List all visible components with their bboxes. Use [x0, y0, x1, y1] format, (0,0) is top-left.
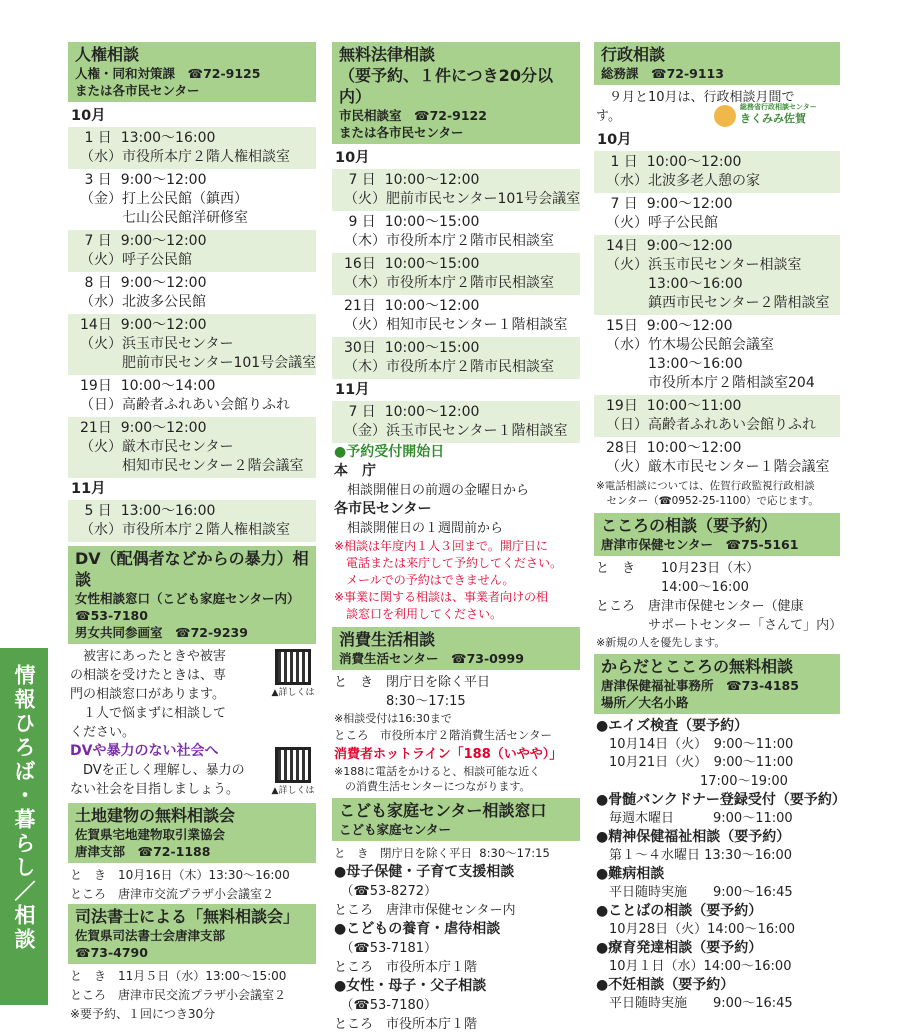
- body-mind-header: [594, 654, 840, 714]
- month-label: 11月: [71, 481, 106, 497]
- text-line: ください。: [70, 725, 136, 740]
- entry-line: 13:00〜16:00: [606, 276, 743, 292]
- text-line: ところ 市役所本庁１階: [334, 1017, 478, 1032]
- logo-sub: 総務省行政相談センター: [740, 103, 817, 111]
- text-line: の消費生活センターにつながります。: [334, 780, 531, 793]
- entry-line: 13:00〜16:00: [606, 356, 743, 372]
- text-line: センター（☎0952-25-1100）で応じます。: [596, 495, 819, 507]
- header-sub: または各市民センター: [339, 125, 464, 140]
- admin-header: [594, 42, 840, 85]
- text-line: ●母子保健・子育て支援相談: [334, 864, 515, 880]
- schedule-list: [68, 500, 316, 542]
- entry-line: 15日 9:00〜12:00: [606, 318, 733, 334]
- text-line: す。: [596, 109, 621, 124]
- text-line: ●不妊相談（要予約）: [596, 977, 735, 993]
- text-line: ９月と10月は、行政相談月間で: [596, 90, 795, 105]
- entry-line: （木）市役所本庁２階市民相談室: [344, 275, 554, 291]
- entry-line: （火）肥前市民センター101号会議室: [344, 191, 581, 207]
- text-line: と き 10月23日（木）: [596, 561, 760, 576]
- entry-line: （火）厳木市民センター１階会議室: [606, 459, 830, 475]
- entry-line: 21日 10:00〜12:00: [344, 298, 480, 314]
- entry-line: （木）市役所本庁２階市民相談室: [344, 359, 554, 375]
- header-sub: 総務課 ☎72-9113: [601, 66, 724, 81]
- entry-line: （水）市役所本庁２階人権相談室: [80, 149, 290, 165]
- text-line: 各市民センター: [334, 501, 432, 517]
- text-line: ※相談受付は16:30まで: [334, 712, 452, 725]
- schedule-entry: [594, 395, 840, 437]
- mental-title: こころの相談（要予約）: [601, 516, 778, 535]
- qr-link-label: ▲詳しくは: [271, 786, 315, 796]
- qr-code-1[interactable]: [270, 649, 316, 698]
- schedule-entry: [332, 337, 580, 379]
- header-sub: ☎73-4790: [75, 945, 148, 960]
- text-line: と き 10月16日（木）13:30〜16:00: [70, 868, 290, 882]
- dv-body: [68, 647, 316, 799]
- notice-line: 電話または来庁して予約してください。: [334, 556, 563, 570]
- text-line: 10月21日（火） 9:00〜11:00: [596, 755, 794, 770]
- entry-line: （火）呼子公民館: [80, 252, 192, 268]
- entry-line: （火）呼子公民館: [606, 215, 718, 231]
- entry-line: （日）高齢者ふれあい会館りふれ: [606, 417, 816, 433]
- header-sub: 唐津支部 ☎72-1188: [75, 844, 211, 859]
- header-sub: 佐賀県司法書士会唐津支部: [75, 928, 226, 943]
- schedule-entry: [68, 500, 316, 542]
- entry-line: （水）市役所本庁２階人権相談室: [80, 522, 290, 538]
- entry-line: 市役所本庁２階相談室204: [606, 375, 815, 391]
- entry-line: （火）厳木市民センター: [80, 439, 234, 455]
- body-mind-title: からだとこころの無料相談: [601, 657, 794, 676]
- month-label: 10月: [71, 108, 106, 124]
- entry-line: （木）市役所本庁２階市民相談室: [344, 233, 554, 249]
- text-line: ●エイズ検査（要予約）: [596, 718, 749, 734]
- schedule-entry: [332, 169, 580, 211]
- text-line: 相談開催日の前週の金曜日から: [334, 483, 530, 498]
- schedule-entry: [594, 437, 840, 479]
- text-line: ●こどもの養育・虐待相談: [334, 921, 501, 937]
- entry-line: （火）浜玉市民センター: [80, 336, 234, 352]
- hotline: 消費者ホットライン「188（いやや）」: [334, 747, 563, 762]
- text-line: 10月28日（火）14:00〜16:00: [596, 921, 796, 937]
- schedule-entry: [594, 193, 840, 235]
- schedule-list: [594, 151, 840, 479]
- month-label: 11月: [335, 382, 370, 398]
- schedule-entry: [68, 417, 316, 478]
- header-sub: 消費生活センター ☎73-0999: [339, 651, 524, 666]
- qr-icon: [275, 649, 311, 685]
- entry-line: 7 日 10:00〜12:00: [344, 404, 480, 420]
- schedule-list: [332, 169, 580, 379]
- text-line: 平日随時実施 9:00〜16:45: [596, 995, 793, 1011]
- header-sub: 男女共同参画室 ☎72-9239: [75, 625, 248, 640]
- text-line: ところ 唐津市交流プラザ小会議室２: [70, 887, 275, 901]
- child-center-title: こども家庭センター相談窓口: [339, 801, 547, 820]
- entry-line: 19日 10:00〜14:00: [80, 378, 216, 394]
- judicial-scrivener-header: [68, 904, 316, 964]
- schedule-entry: [332, 295, 580, 337]
- entry-line: 8 日 9:00〜12:00: [80, 275, 207, 291]
- consumer-header: [332, 627, 580, 670]
- judicial-title: 司法書士による「無料相談会」: [75, 907, 300, 926]
- legal-title-2: （要予約、１件につき20分以内）: [339, 66, 553, 106]
- text-line: と き 閉庁日を除く平日 8:30〜17:15: [334, 846, 550, 860]
- text-line: と き 11月５日（水）13:00〜15:00: [70, 969, 287, 983]
- header-sub: ☎53-7180: [75, 608, 148, 623]
- qr-icon: [275, 747, 311, 783]
- schedule-entry: [332, 253, 580, 295]
- qr-code-2[interactable]: [270, 747, 316, 796]
- schedule-entry: [68, 230, 316, 272]
- reservation-heading: ●予約受付開始日: [334, 444, 445, 460]
- text-line: ところ 市役所本庁１階: [334, 960, 478, 975]
- real-estate-header: [68, 803, 316, 863]
- text-line: ところ 唐津市民交流プラザ小会議室２: [70, 988, 287, 1002]
- text-line: 14:00〜16:00: [596, 580, 749, 595]
- header-sub: 唐津保健福祉事務所 ☎73-4185: [601, 678, 799, 693]
- schedule-entry: [68, 314, 316, 375]
- entry-line: 28日 10:00〜12:00: [606, 440, 742, 456]
- month-label: 10月: [335, 150, 370, 166]
- text-line: ※要予約、１回につき30分: [70, 1007, 216, 1021]
- schedule-list: [332, 401, 580, 443]
- column-3: [594, 42, 846, 1013]
- entry-line: （火）浜玉市民センター相談室: [606, 257, 802, 273]
- consumer-title: 消費生活相談: [339, 630, 436, 649]
- text-line: １人で悩まずに相談して: [70, 706, 227, 721]
- entry-line: （水）竹木場公民館会議室: [606, 337, 774, 353]
- header-sub: 人権・同和対策課 ☎72-9125: [75, 66, 261, 81]
- mental-header: [594, 513, 840, 556]
- text-line: サポートセンター「さんて」内）: [596, 618, 843, 633]
- child-center-list: [332, 844, 580, 1034]
- schedule-entry: [68, 272, 316, 314]
- schedule-entry: [594, 235, 840, 315]
- entry-line: 7 日 10:00〜12:00: [344, 172, 480, 188]
- schedule-entry: [332, 211, 580, 253]
- text-line: ない社会を目指しましょう。: [70, 782, 240, 797]
- column-2: [332, 42, 580, 1034]
- admin-title: 行政相談: [601, 45, 666, 64]
- entry-line: 19日 10:00〜11:00: [606, 398, 742, 414]
- text-line: 相談開催日の１週間前から: [334, 521, 504, 536]
- text-line: 被害にあったときや被害: [70, 649, 226, 664]
- dv-header: [68, 546, 316, 644]
- text-line: と き 閉庁日を除く平日: [334, 675, 491, 690]
- month-label: 10月: [597, 132, 632, 148]
- text-line: ●骨髄バンクドナー登録受付（要予約）: [596, 792, 846, 808]
- text-line: ※188に電話をかけると、相談可能な近く: [334, 765, 541, 778]
- body-mind-list: [594, 717, 846, 1013]
- entry-line: 相知市民センター２階会議室: [80, 458, 304, 474]
- notice-line: ※相談は年度内１人３回まで。開庁日に: [334, 539, 548, 553]
- entry-line: （水）北波多老人憩の家: [606, 173, 760, 189]
- text-line: ●精神保健福祉相談（要予約）: [596, 829, 791, 845]
- dv-subtitle: DVや暴力のない社会へ: [70, 743, 219, 759]
- text-line: 10月１日（水）14:00〜16:00: [596, 958, 792, 974]
- qr-link-label: ▲詳しくは: [271, 688, 315, 698]
- entry-line: （金）浜玉市民センター１階相談室: [344, 423, 568, 439]
- text-line: DVを正しく理解し、暴力の: [70, 763, 245, 778]
- header-sub: こども家庭センター: [339, 822, 452, 837]
- entry-line: 7 日 9:00〜12:00: [606, 196, 733, 212]
- text-line: ※電話相談については、佐賀行政監視行政相談: [596, 480, 815, 492]
- text-line: ところ 唐津市保健センター（健康: [596, 599, 804, 614]
- legal-title: 無料法律相談: [339, 45, 436, 64]
- header-sub: 佐賀県宅地建物取引業協会: [75, 827, 226, 842]
- notice-line: メールでの予約はできません。: [334, 573, 515, 587]
- schedule-entry: [68, 375, 316, 417]
- text-line: ところ 唐津市保健センター内: [334, 903, 516, 918]
- entry-line: 16日 10:00〜15:00: [344, 256, 480, 272]
- logo-text: きくみみ佐賀: [740, 112, 806, 125]
- entry-line: 14日 9:00〜12:00: [80, 317, 207, 333]
- schedule-entry: [594, 151, 840, 193]
- entry-line: 肥前市民センター101号会議室: [80, 355, 317, 371]
- notice-line: 談窓口を利用してください。: [334, 607, 503, 621]
- text-line: 17:00〜19:00: [596, 773, 788, 789]
- entry-line: （金）打上公民館（鎮西）: [80, 191, 248, 207]
- entry-line: 5 日 13:00〜16:00: [80, 503, 216, 519]
- header-sub: 市民相談室 ☎72-9122: [339, 108, 487, 123]
- text-line: ●ことばの相談（要予約）: [596, 903, 763, 919]
- header-sub: 唐津市保健センター ☎75-5161: [601, 537, 799, 552]
- schedule-entry: [68, 127, 316, 169]
- text-line: 本 庁: [334, 463, 376, 479]
- text-line: ●女性・母子・父子相談: [334, 978, 487, 994]
- header-sub: 女性相談窓口（こども家庭センター内）: [75, 591, 300, 606]
- text-line: （☎53-7180）: [334, 998, 438, 1013]
- schedule-list: [68, 127, 316, 478]
- schedule-entry: [68, 169, 316, 230]
- text-line: 第１〜４水曜日 13:30〜16:00: [596, 847, 793, 863]
- entry-line: 1 日 13:00〜16:00: [80, 130, 216, 146]
- entry-line: 鎮西市民センター２階相談室: [606, 295, 830, 311]
- entry-line: 9 日 10:00〜15:00: [344, 214, 480, 230]
- human-rights-header: [68, 42, 316, 102]
- column-1: [68, 42, 316, 1024]
- entry-line: 7 日 9:00〜12:00: [80, 233, 207, 249]
- header-sub: 場所／大名小路: [601, 695, 689, 710]
- text-line: 毎週木曜日 9:00〜11:00: [596, 810, 793, 826]
- text-line: （☎53-7181）: [334, 941, 438, 956]
- real-estate-title: 土地建物の無料相談会: [75, 806, 236, 825]
- child-center-header: [332, 798, 580, 841]
- schedule-entry: [594, 315, 840, 395]
- entry-line: （火）相知市民センター１階相談室: [344, 317, 568, 333]
- entry-line: （日）高齢者ふれあい会館りふれ: [80, 397, 290, 413]
- text-line: ●難病相談: [596, 866, 665, 882]
- text-line: 10月14日（火） 9:00〜11:00: [596, 736, 794, 752]
- entry-line: 1 日 10:00〜12:00: [606, 154, 742, 170]
- entry-line: 七山公民館洋研修室: [80, 210, 248, 226]
- section-side-tab: [0, 648, 48, 1005]
- entry-line: （水）北波多公民館: [80, 294, 206, 310]
- text-line: ところ 市役所本庁２階消費生活センター: [334, 728, 553, 742]
- text-line: 門の相談窓口があります。: [70, 687, 225, 702]
- text-line: ※新規の人を優先します。: [596, 636, 726, 649]
- text-line: 8:30〜17:15: [334, 694, 466, 709]
- schedule-entry: [332, 401, 580, 443]
- text-line: の相談を受けたときは、専: [70, 668, 227, 683]
- entry-line: 21日 9:00〜12:00: [80, 420, 207, 436]
- legal-header: [332, 42, 580, 144]
- logo-row: [594, 103, 840, 129]
- notice-line: ※事業に関する相談は、事業者向けの相: [334, 590, 549, 604]
- kikumimi-logo: [712, 101, 832, 133]
- text-line: （☎53-8272）: [334, 884, 438, 899]
- header-sub: または各市民センター: [75, 83, 200, 98]
- dv-title: DV（配偶者などからの暴力）相談: [75, 549, 309, 589]
- entry-line: 30日 10:00〜15:00: [344, 340, 480, 356]
- human-rights-title: 人権相談: [75, 45, 140, 64]
- text-line: 平日随時実施 9:00〜16:45: [596, 884, 793, 900]
- text-line: ●療育発達相談（要予約）: [596, 940, 763, 956]
- entry-line: 3 日 9:00〜12:00: [80, 172, 207, 188]
- section-title: 情報ひろば・暮らし／相談: [12, 664, 36, 952]
- entry-line: 14日 9:00〜12:00: [606, 238, 733, 254]
